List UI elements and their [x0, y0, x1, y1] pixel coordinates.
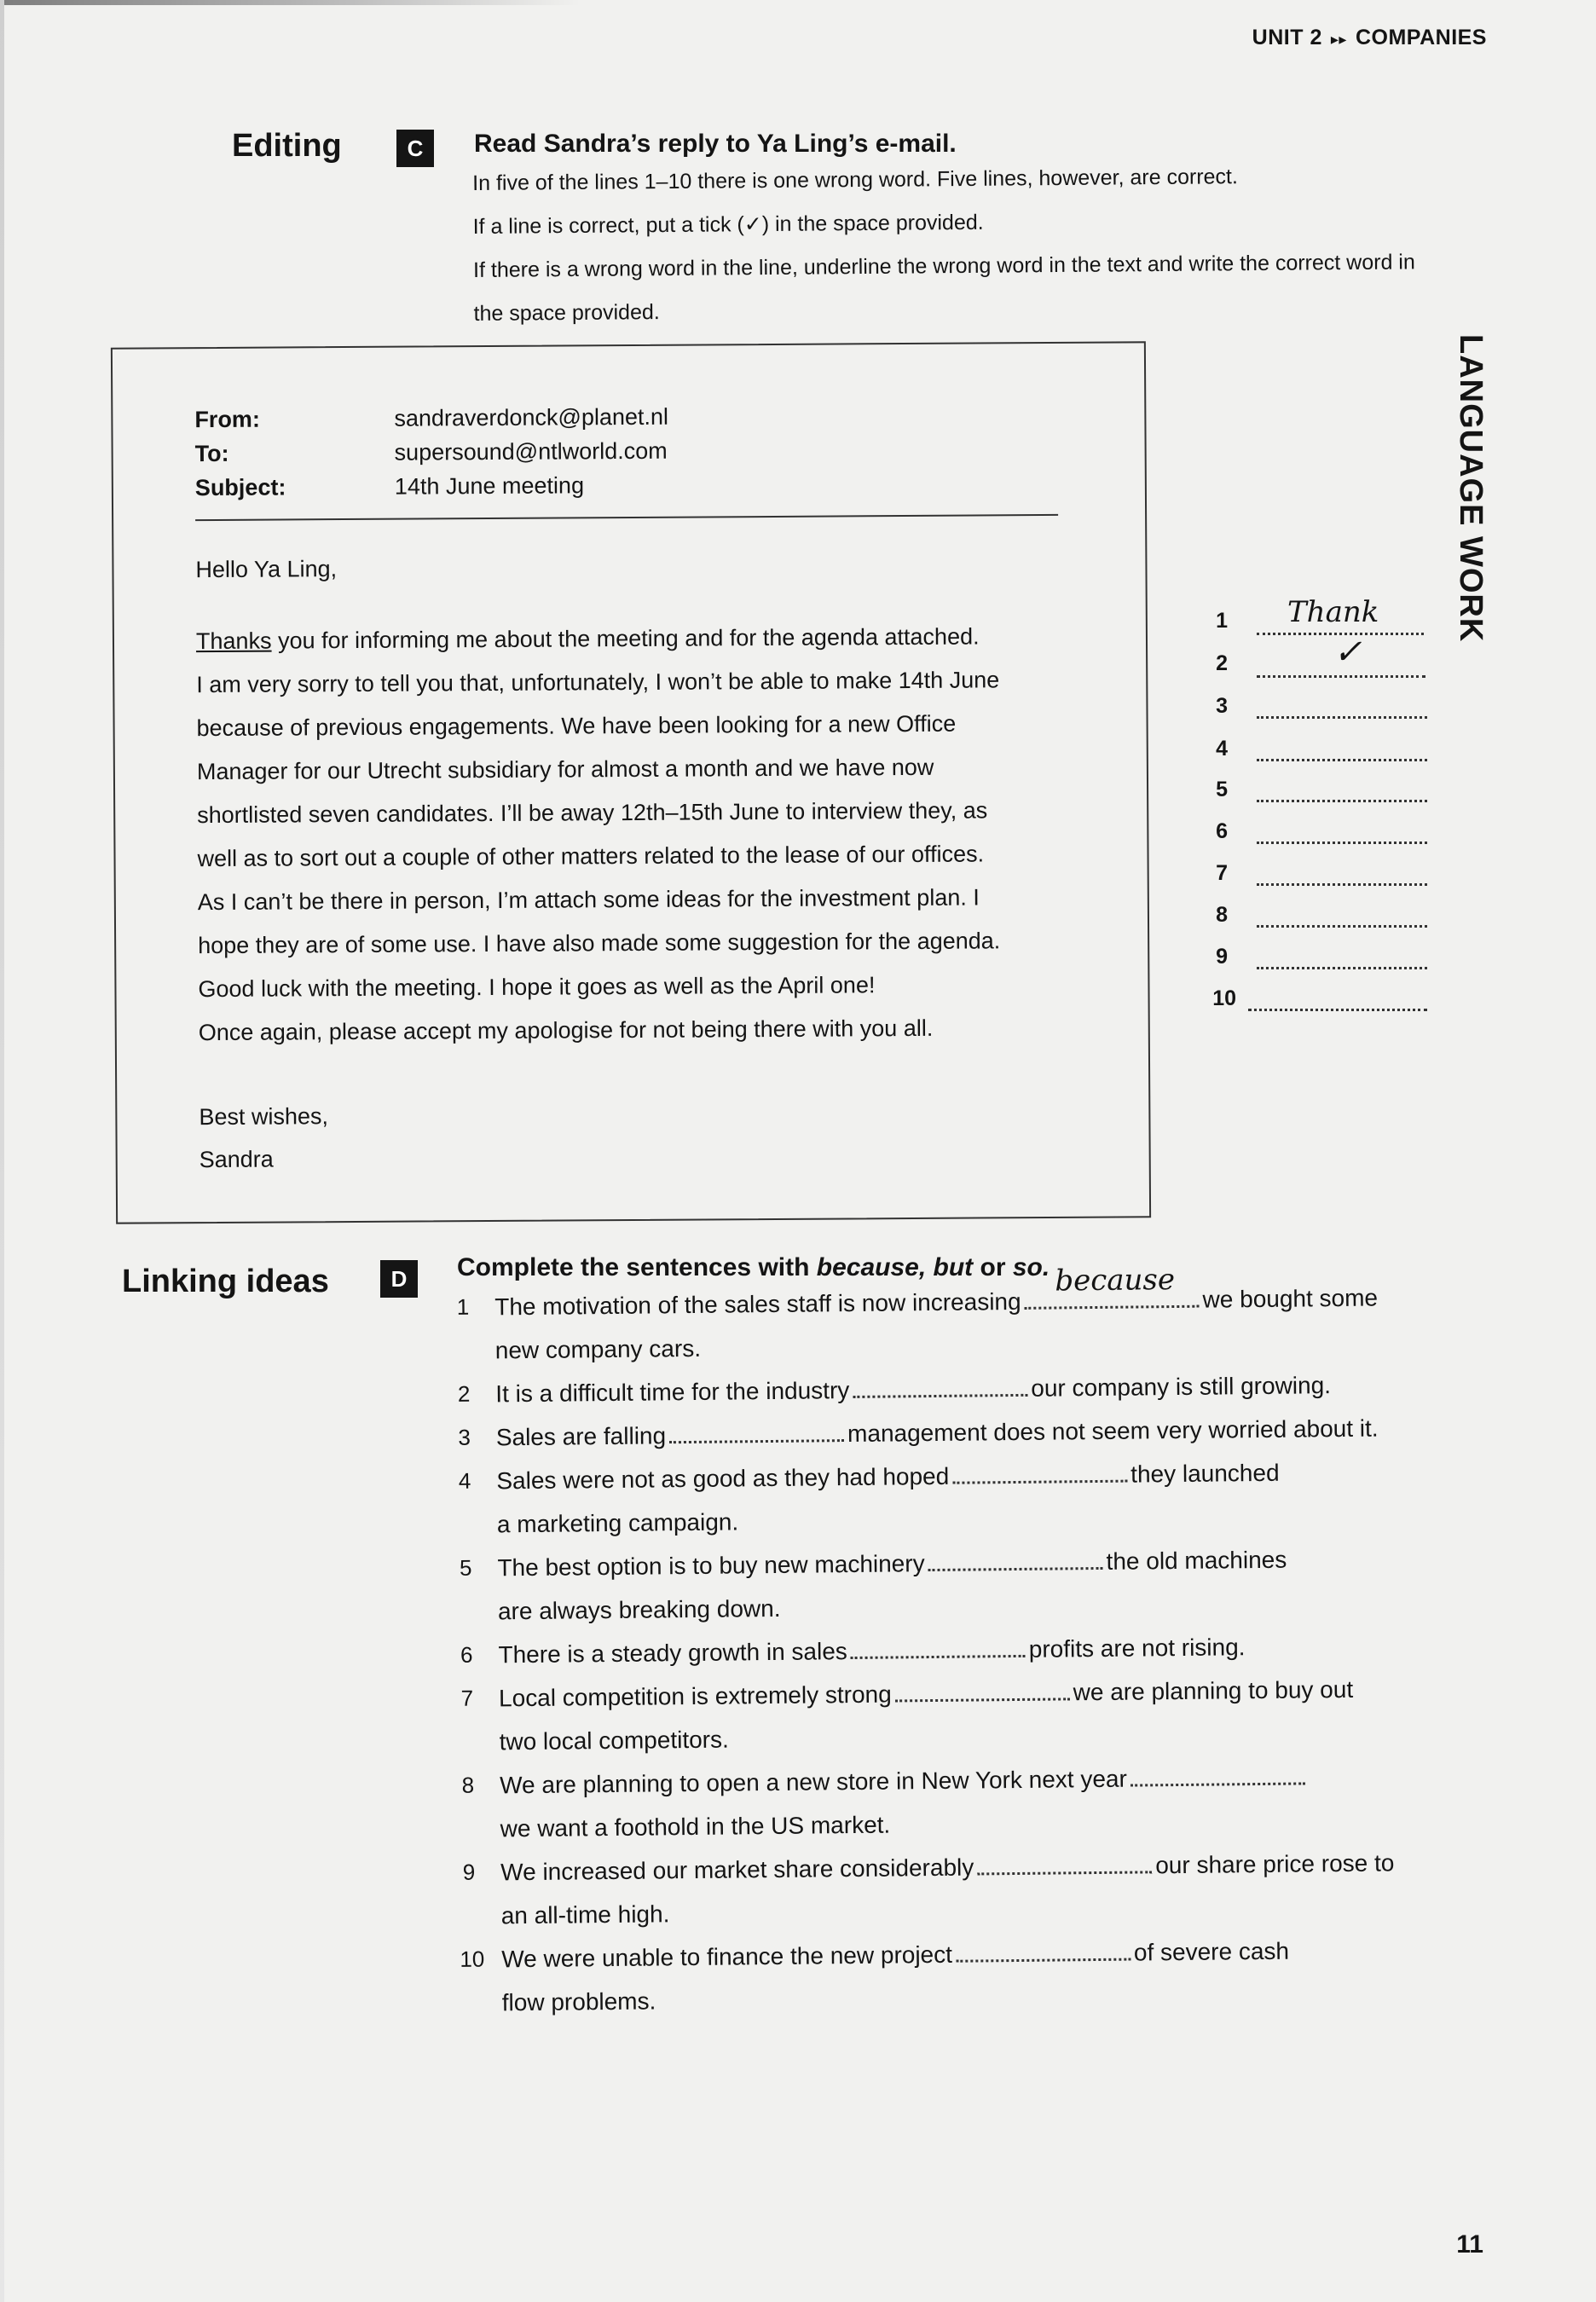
sentence-item: 8 We are planning to open a new store in New York next year we want a foothold in the US market.: [448, 1753, 1472, 1851]
instruction-line: If there is a wrong word in the line, underline the wrong word in the text and write the correct word in the space provided.: [472, 250, 1415, 326]
answer-blank[interactable]: [1024, 1263, 1199, 1310]
subject-value: 14th June meeting: [394, 472, 585, 500]
answer-blank[interactable]: [977, 1855, 1152, 1875]
exercise-letter-c: C: [396, 130, 434, 167]
answer-blank[interactable]: [669, 1424, 844, 1443]
answer-row: 9: [1202, 938, 1432, 972]
email-signoff: Best wishes,: [199, 1103, 329, 1131]
answer-row: 5: [1202, 771, 1432, 805]
answer-blank[interactable]: [1130, 1767, 1305, 1786]
linking-instruction-title: Complete the sentences with because, but or so.: [457, 1253, 1050, 1281]
email-box: [111, 341, 1151, 1223]
answer-row: 1 Thank: [1202, 602, 1432, 636]
answer-blank[interactable]: [956, 1943, 1130, 1963]
header-topic: COMPANIES: [1355, 26, 1487, 49]
to-label: To:: [194, 440, 229, 467]
answer-row: 10: [1202, 980, 1432, 1014]
answer-row: 7: [1202, 854, 1432, 888]
email-line: because of previous engagements. We have been looking for a new Office: [196, 710, 957, 742]
instruction-line: In five of the lines 1–10 there is one wrong word. Five lines, however, are correct.: [472, 165, 1238, 195]
handwritten-answer: Thank: [1287, 595, 1379, 629]
answer-row: 3: [1202, 687, 1432, 721]
editing-instruction-title: Read Sandra’s reply to Ya Ling’s e-mail.: [474, 130, 957, 158]
answer-blank[interactable]: [952, 1465, 1127, 1484]
subject-label: Subject:: [194, 474, 286, 501]
email-greeting: Hello Ya Ling,: [195, 556, 338, 583]
scan-edge-top: [0, 0, 580, 5]
header-divider: [195, 514, 1058, 521]
answer-blank[interactable]: [851, 1640, 1026, 1659]
email-line: shortlisted seven candidates. I’ll be away 12th–15th June to interview they, as: [197, 797, 988, 829]
email-line: Once again, please accept my apologise for not being there with you all.: [198, 1015, 934, 1046]
section-title-linking-ideas: Linking ideas: [122, 1264, 329, 1299]
answer-row: 4: [1202, 730, 1432, 764]
email-body: [196, 615, 1002, 1055]
answer-row: 8: [1202, 896, 1432, 930]
tick-mark-icon: ✓: [1333, 633, 1362, 672]
sentence-item: 2 It is a difficult time for the industry our company is still growing.: [457, 1372, 1332, 1408]
sentence-item: 9 We increased our market share considerably our share price rose to an all-time high.: [462, 1849, 1395, 1929]
exercise-letter-d: D: [380, 1260, 418, 1298]
running-header: [1252, 26, 1487, 50]
header-arrows-icon: ▸▸: [1330, 31, 1347, 48]
email-line: As I can’t be there in person, I’m attach some ideas for the investment plan. I: [197, 884, 980, 916]
editing-instructions: [472, 153, 1429, 336]
email-line: Thanks you for informing me about the meeting and for the agenda attached.: [195, 623, 980, 655]
email-line: Manager for our Utrecht subsidiary for almost a month and we have now: [196, 754, 934, 785]
email-signature: Sandra: [199, 1146, 274, 1173]
handwritten-answer: because: [1055, 1263, 1176, 1298]
answer-blank[interactable]: [853, 1379, 1027, 1398]
instruction-line: If a line is correct, put a tick (✓) in the space provided.: [472, 210, 984, 239]
sentence-item: 3 Sales are falling management does not seem very worried about it.: [458, 1414, 1379, 1451]
email-line: well as to sort out a couple of other matters related to the lease of our offices.: [197, 841, 985, 872]
underlined-word: Thanks: [195, 628, 272, 655]
sentence-item: 10 We were unable to finance the new project of severe cash flow problems.: [460, 1937, 1290, 2016]
answer-blank[interactable]: [928, 1552, 1102, 1571]
answer-row: 6: [1202, 813, 1432, 847]
page-number: 11: [1456, 2230, 1483, 2259]
from-address: sandraverdonck@planet.nl: [394, 403, 669, 431]
header-unit: UNIT 2: [1252, 26, 1322, 49]
sentence-item: 1 The motivation of the sales staff is now increasing because we bought some new company cars.: [443, 1275, 1467, 1373]
scan-edge-left: [0, 0, 4, 2302]
sentence-item: 7 Local competition is extremely strong we are planning to buy out two local competitors.: [460, 1675, 1354, 1755]
email-line: Good luck with the meeting. I hope it goes as well as the April one!: [198, 972, 876, 1003]
from-label: From:: [194, 406, 260, 433]
answer-row: 2 ✓: [1202, 645, 1432, 679]
side-tab-language-work: LANGUAGE WORK: [1453, 334, 1489, 643]
sentence-item: 5 The best option is to buy new machinery the old machines are always breaking down.: [459, 1546, 1287, 1625]
sentence-item: 6 There is a steady growth in sales profits are not rising.: [460, 1634, 1246, 1669]
answer-blank[interactable]: [895, 1682, 1070, 1702]
sentence-item: 4 Sales were not as good as they had hoped they launched a marketing campaign.: [458, 1459, 1280, 1538]
email-line: I am very sorry to tell you that, unfortunately, I won’t be able to make 14th June: [196, 667, 1000, 698]
to-address: supersound@ntlworld.com: [394, 437, 668, 466]
section-title-editing: Editing: [232, 128, 342, 164]
email-line: hope they are of some use. I have also made some suggestion for the agenda.: [198, 928, 1001, 959]
